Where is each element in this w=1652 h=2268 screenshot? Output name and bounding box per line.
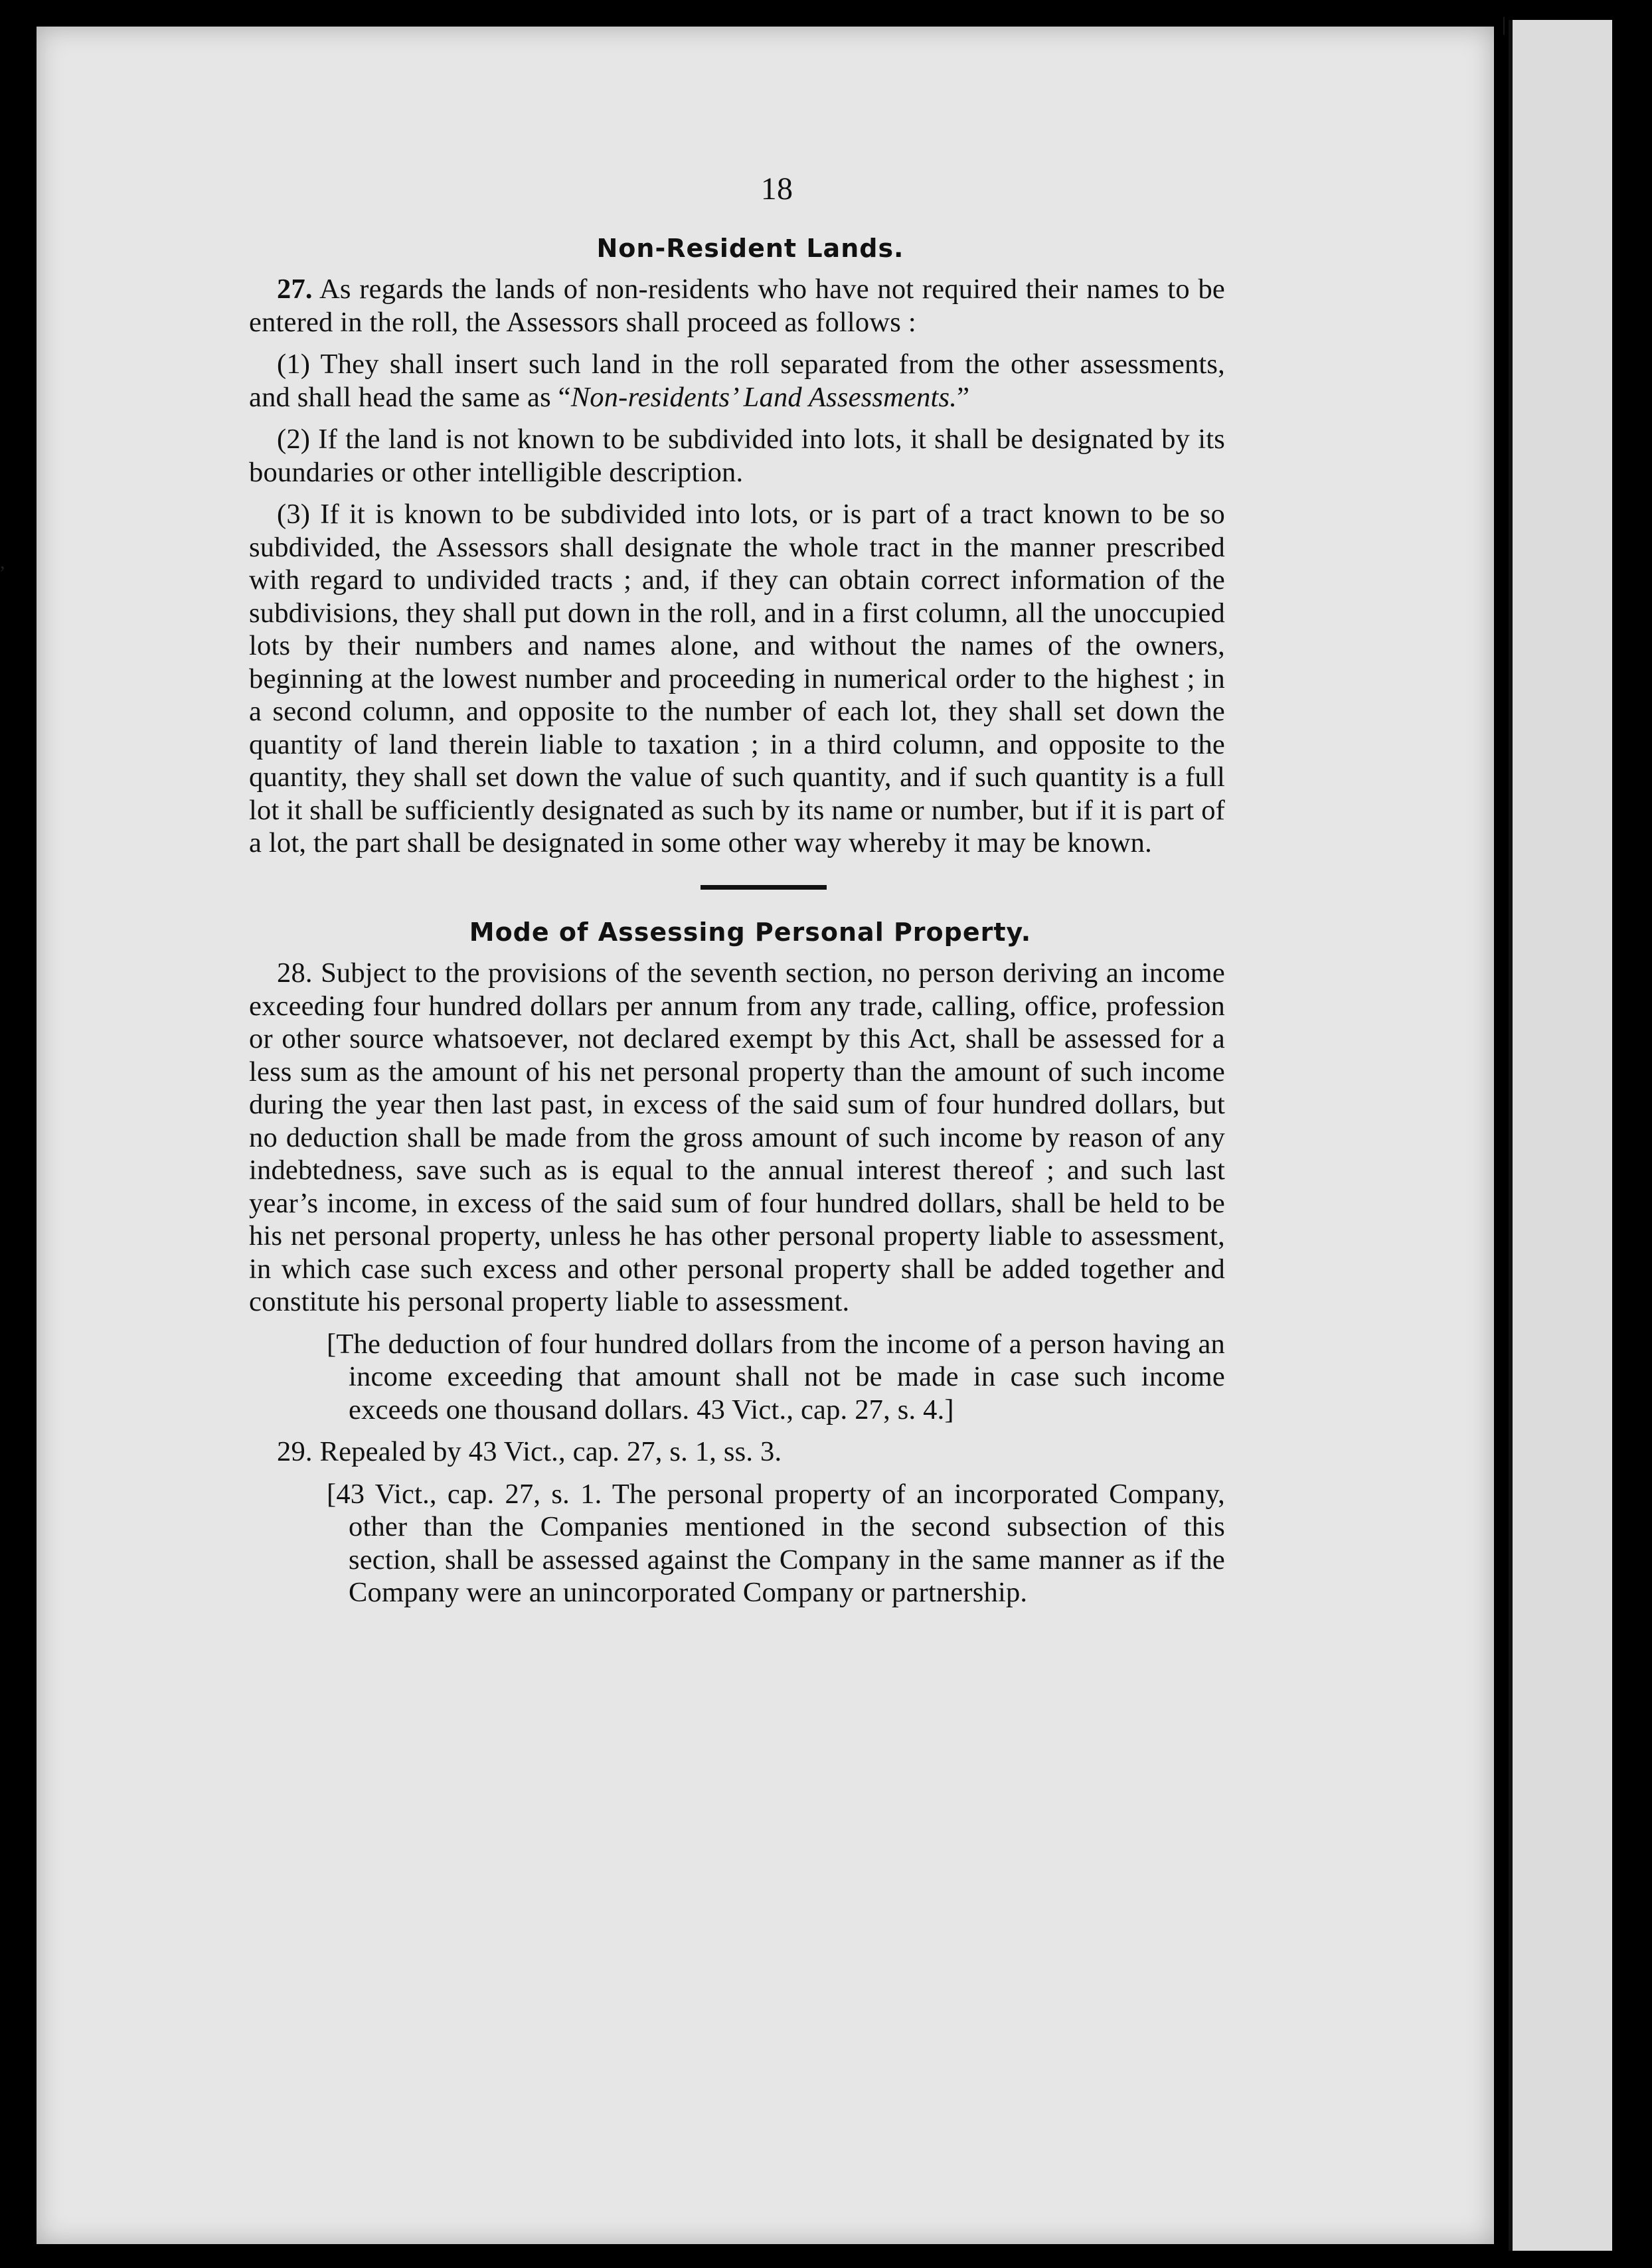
section-heading-non-resident-lands: Non-Resident Lands. xyxy=(596,233,904,263)
paragraph-27-number: 27. xyxy=(277,274,313,305)
scan-margin-mark: , xyxy=(0,551,5,573)
subsection-3: (3) If it is known to be subdivided into lots, or is part of a tract known to be so subdivided, the Assessors shall designate the whole tract in the manner prescribed with regard to undivided tracts ; and, if they can obtain correct information of the subdivisions, they shall put down in the roll, and in a first column, all the unoccupied lots by their numbers and names alone, and without the names of the owners, beginning at the lowest number and proceeding in numerical order to the highest ; in a second column, and opposite to the number of each lot, they shall set down the quantity of land therein liable to taxation ; in a third column, and opposite to the quantity, they shall set down the value of such quantity, and if such quantity is a full lot it shall be sufficiently designated as such by its name or number, but if it is part of a lot, the part shall be designated in some other way whereby it may be known. xyxy=(249,499,1225,858)
paragraph-27-text: As regards the lands of non-residents who have not required their names to be entered in the roll, the Assessors shall proceed as follows : xyxy=(249,274,1225,338)
paragraph-29: 29. Repealed by 43 Vict., cap. 27, s. 1, ss. 3. xyxy=(277,1436,782,1467)
paragraph-28: 28. Subject to the provisions of the seventh section, no person deriving an income exceeding four hundred dollars per annum from any trade, calling, office, profession or other source whatsoever, not declared exempt by this Act, shall be assessed for a less sum as the amount of his net personal property than the amount of such income during the year then last past, in excess of the said sum of four hundred dollars, but no deduction shall be made from the gross amount of such income by reason of any indebtedness, save such as is equal to the annual interest thereof ; and such last year’s income, in excess of the said sum of four hundred dollars, shall be held to be his net personal property, unless he has other personal property liable to assessment, in which case such excess and other personal property shall be added together and constitute his personal property liable to assessment. xyxy=(249,957,1225,1317)
page-number: 18 xyxy=(760,171,793,206)
paragraph-27 xyxy=(249,273,1225,339)
editorial-note-1 xyxy=(249,1328,1225,1427)
subsection-1-close: ” xyxy=(957,381,970,413)
subsection-1-italic: Non-residents’ Land Assessments. xyxy=(570,381,957,413)
page-text xyxy=(249,159,1225,1619)
editorial-note-2-text: [43 Vict., cap. 27, s. 1. The personal property of an incorporated Company, other than the Companies mentioned in the second subsection of this section, shall be assessed against the Company in the same manner as if the Company were an unincorporated Company or partnership. xyxy=(327,1478,1225,1608)
subsection-1-text: (1) They shall insert such land in the roll separated from the other assessments, and shall head the same as “ xyxy=(249,349,1225,413)
scan-tick-mark: | xyxy=(1502,13,1507,35)
subsection-1 xyxy=(249,348,1225,414)
section-divider xyxy=(701,885,827,890)
editorial-note-2 xyxy=(249,1478,1225,1609)
editorial-note-1-text: [The deduction of four hundred dollars from the income of a person having an income exceeding that amount shall not be made in case such income exceeds one thousand dollars. 43 Vict., cap. 27, s. 4.] xyxy=(327,1328,1225,1425)
adjacent-page-edge xyxy=(1509,20,1612,2251)
section-heading-personal-property: Mode of Assessing Personal Property. xyxy=(469,917,1032,947)
subsection-2: (2) If the land is not known to be subdivided into lots, it shall be designated by its boundaries or other intelligible description. xyxy=(249,424,1225,488)
